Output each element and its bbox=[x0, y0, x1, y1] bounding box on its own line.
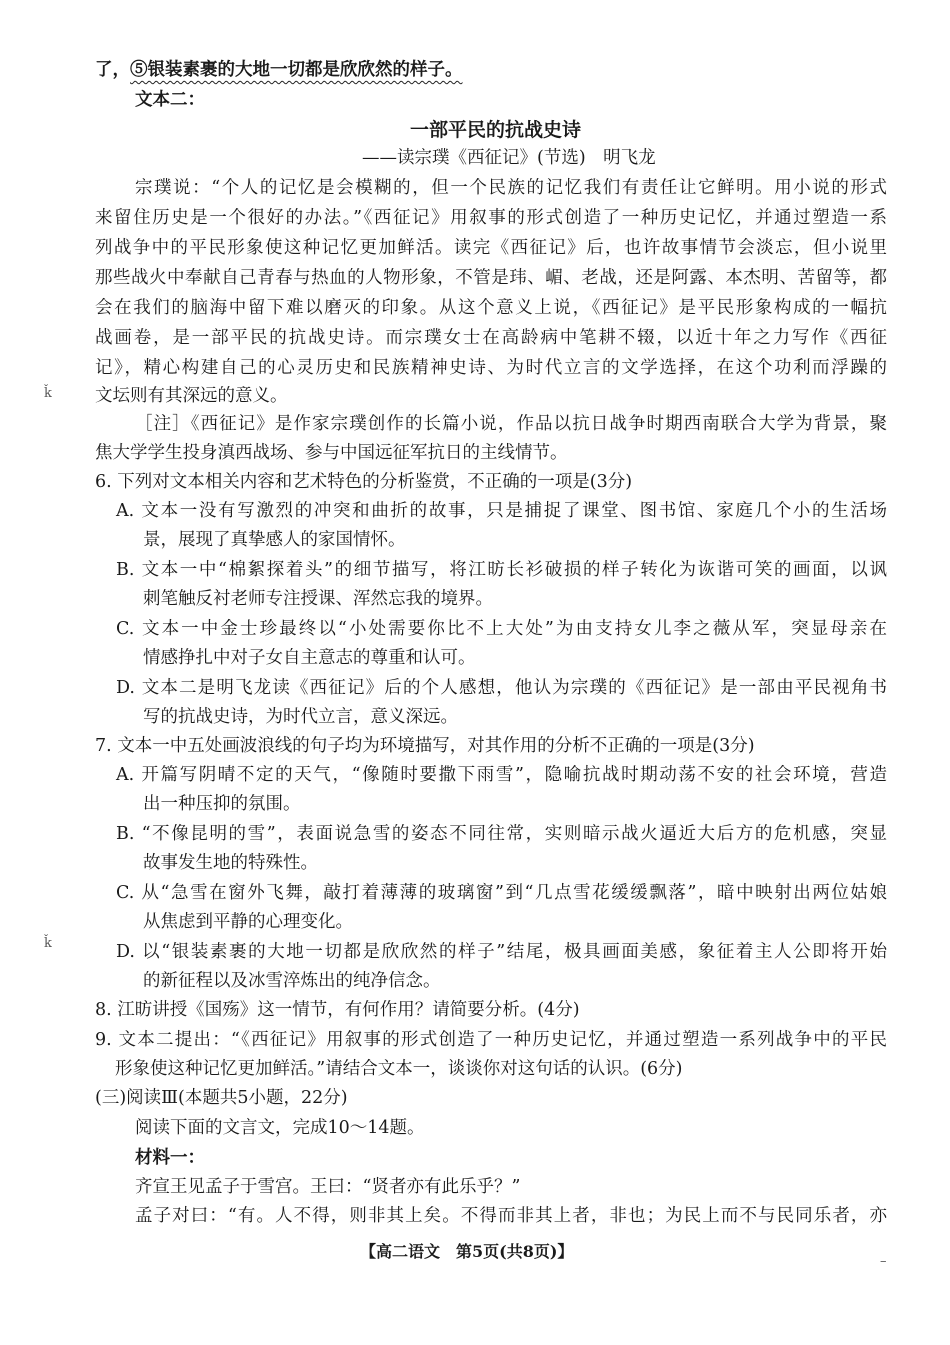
q6-option-b-1: B. 文本一中“棉絮探着头”的细节描写，将江昉长衫破损的样子转化为诙谐可笑的画面，以讽 bbox=[116, 560, 887, 580]
classical-line-2: 孟子对曰：“有。人不得，则非其上矣。不得而非其上者，非也；为民上而不与民同乐者，亦 bbox=[135, 1206, 887, 1226]
para-line-7: 记》，精心构建自己的心灵历史和民族精神史诗、为时代立言的文学选择，在这个功利而浮躁的 bbox=[95, 358, 887, 378]
note-line-1: ［注］《西征记》是作家宗璞创作的长篇小说，作品以抗日战争时期西南联合大学为背景，聚 bbox=[135, 414, 887, 434]
question-9-line-1: 9. 文本二提出：“《西征记》用叙事的形式创造了一种历史记忆，并通过塑造一系列战争中的平民 bbox=[95, 1030, 887, 1050]
line-1-prefix: 了， bbox=[95, 60, 130, 80]
q6-option-d-1: D. 文本二是明飞龙读《西征记》后的个人感想，他认为宗璞的《西征记》是一部由平民视角书 bbox=[116, 678, 887, 698]
para-line-5: 会在我们的脑海中留下难以磨灭的印象。从这个意义上说，《西征记》是平民形象构成的一幅抗 bbox=[95, 298, 887, 318]
q7-option-d-1: D. 以“银装素裹的大地一切都是欣欣然的样子”结尾，极具画面美感，象征着主人公即将开始 bbox=[116, 942, 887, 962]
para-line-8: 文坛则有其深远的意义。 bbox=[95, 386, 288, 406]
para-line-6: 战画卷，是一部平民的抗战史诗。而宗璞女士在高龄病中笔耕不辍，以近十年之力写作《西征 bbox=[95, 328, 887, 348]
line-1 bbox=[95, 58, 463, 82]
para-line-2: 来留住历史是一个很好的办法。”《西征记》用叙事的形式创造了一种历史记忆，并通过塑造一系 bbox=[95, 208, 887, 228]
page-footer: 【高二语文 第5页(共8页)】 bbox=[360, 1242, 574, 1261]
article-subtitle: ——读宗璞《西征记》(节选) 明飞龙 bbox=[362, 148, 656, 168]
para-line-4: 那些战火中奉献自己青春与热血的人物形象，不管是玮、嵋、老战，还是阿露、本杰明、苦留等，都 bbox=[95, 268, 887, 288]
q7-option-c-1: C. 从“急雪在窗外飞舞，敲打着薄薄的玻璃窗”到“几点雪花缓缓飘落”，暗中映射出两位姑娘 bbox=[116, 883, 887, 903]
wavy-sentence-5: ⑤银装素裹的大地一切都是欣欣然的样子。 bbox=[130, 60, 463, 80]
article-title: 一部平民的抗战史诗 bbox=[410, 119, 582, 141]
margin-mark-1: ǩ bbox=[44, 386, 52, 401]
question-7: 7. 文本一中五处画波浪线的句子均为环境描写，对其作用的分析不正确的一项是(3分) bbox=[95, 736, 755, 756]
q7-option-b-1: B. “不像昆明的雪”，表面说急雪的姿态不同往常，实则暗示战火逼近大后方的危机感，突显 bbox=[116, 824, 887, 844]
q6-option-c-1: C. 文本一中金士珍最终以“小处需要你比不上大处”为由支持女儿李之薇从军，突显母亲在 bbox=[116, 619, 887, 639]
q6-option-a-1: A. 文本一没有写激烈的冲突和曲折的故事，只是捕捉了课堂、图书馆、家庭几个小的生活场 bbox=[116, 501, 887, 521]
section-3-intro: 阅读下面的文言文，完成10～14题。 bbox=[135, 1118, 425, 1138]
q6-option-b-2: 刺笔触反衬老师专注授课、浑然忘我的境界。 bbox=[143, 589, 493, 609]
text-two-heading: 文本二： bbox=[135, 90, 205, 110]
para-line-3: 列战争中的平民形象使这种记忆更加鲜活。读完《西征记》后，也许故事情节会淡忘，但小说里 bbox=[95, 238, 887, 258]
margin-mark-3: – bbox=[880, 1254, 887, 1269]
q6-option-a-2: 景，展现了真挚感人的家国情怀。 bbox=[143, 530, 406, 550]
material-one-heading: 材料一： bbox=[135, 1148, 205, 1168]
margin-mark-2: ǩ bbox=[44, 936, 52, 951]
q6-option-d-2: 写的抗战史诗，为时代立言，意义深远。 bbox=[143, 707, 458, 727]
classical-line-1: 齐宣王见孟子于雪宫。王曰：“贤者亦有此乐乎？” bbox=[135, 1177, 521, 1197]
question-8: 8. 江昉讲授《国殇》这一情节，有何作用？请简要分析。(4分) bbox=[95, 1000, 580, 1020]
q7-option-c-2: 从焦虑到平静的心理变化。 bbox=[143, 912, 353, 932]
question-6: 6. 下列对文本相关内容和艺术特色的分析鉴赏，不正确的一项是(3分) bbox=[95, 472, 633, 492]
para-line-1: 宗璞说：“个人的记忆是会模糊的，但一个民族的记忆我们有责任让它鲜明。用小说的形式 bbox=[135, 178, 887, 198]
section-3-heading: (三)阅读Ⅲ(本题共5小题，22分) bbox=[95, 1088, 348, 1108]
q7-option-a-1: A. 开篇写阴晴不定的天气，“像随时要撒下雨雪”，隐喻抗战时期动荡不安的社会环境，营造 bbox=[116, 765, 887, 785]
q7-option-b-2: 故事发生地的特殊性。 bbox=[143, 853, 318, 873]
q7-option-a-2: 出一种压抑的氛围。 bbox=[143, 794, 301, 814]
question-9-line-2: 形象使这种记忆更加鲜活。”请结合文本一，谈谈你对这句话的认识。(6分) bbox=[115, 1059, 683, 1079]
q6-option-c-2: 情感挣扎中对子女自主意志的尊重和认可。 bbox=[143, 648, 476, 668]
q7-option-d-2: 的新征程以及冰雪淬炼出的纯净信念。 bbox=[143, 971, 441, 991]
note-line-2: 焦大学学生投身滇西战场、参与中国远征军抗日的主线情节。 bbox=[95, 443, 568, 463]
